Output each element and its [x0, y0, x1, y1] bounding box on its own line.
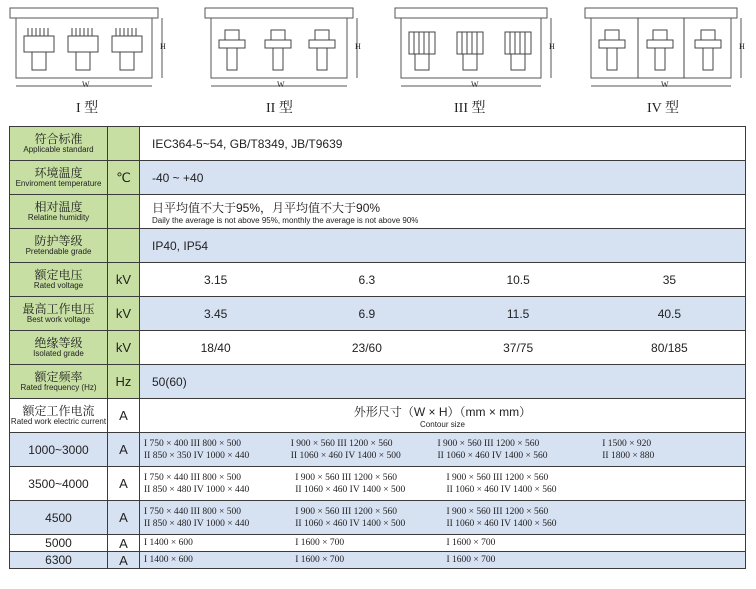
rated-voltage-unit: kV — [108, 263, 140, 297]
row-current-1000-3000 — [10, 433, 746, 467]
width-dim-label: W — [471, 80, 479, 89]
row-rated-voltage — [10, 263, 746, 297]
dim-line: II 1060 × 460 IV 1400 × 560 — [437, 450, 548, 461]
row-standard — [10, 127, 746, 161]
dim-line: I 750 × 440 III 800 × 500 — [144, 472, 241, 483]
dim-line: II 1060 × 460 IV 1400 × 500 — [295, 484, 406, 495]
dim-col — [594, 506, 745, 530]
figure-label-type-3: III 型 — [454, 101, 486, 116]
current-en: Rated work electric current — [10, 416, 107, 426]
insulation-cn: 绝缘等级 — [34, 336, 83, 350]
row-current-5000 — [10, 535, 746, 552]
dim-line: I 900 × 560 III 1200 × 560 — [295, 506, 397, 517]
width-dim-label: W — [82, 80, 90, 89]
standard-en: Applicable standard — [23, 144, 94, 154]
figure-type-3 — [393, 6, 558, 96]
row-current-header — [10, 399, 746, 433]
current-row-unit: A — [108, 467, 140, 501]
humidity-value-en: Daily the average is not above 95%, monthly the average is not above 90% — [152, 215, 419, 225]
dim-col — [291, 472, 442, 496]
dim-col — [140, 506, 291, 530]
humidity-value-cn: 日平均值不大于95%，月平均值不大于90% — [152, 200, 381, 215]
insulation-en: Isolated grade — [33, 348, 84, 358]
insulation-value: 80/185 — [651, 340, 688, 355]
dim-col — [291, 506, 442, 530]
humidity-en: Relatine humidity — [27, 212, 90, 222]
row-frequency — [10, 365, 746, 399]
standard-cn: 符合标准 — [34, 132, 83, 146]
dim-line: I 1500 × 920 — [602, 438, 652, 449]
best-voltage-cn: 最高工作电压 — [22, 302, 95, 316]
rated-voltage-en: Rated voltage — [33, 280, 84, 290]
dim-col — [140, 537, 291, 549]
rated-voltage-value: 35 — [662, 272, 677, 287]
best-voltage-unit: kV — [108, 297, 140, 331]
protection-en: Pretendable grade — [25, 246, 92, 256]
frequency-en: Rated frequency (Hz) — [20, 382, 97, 392]
height-dim-label: H — [355, 42, 361, 51]
row-current-4500 — [10, 501, 746, 535]
figure-type-1 — [8, 6, 168, 96]
temp-en: Enviroment temperature — [15, 178, 102, 188]
dim-line: I 900 × 560 III 1200 × 560 — [295, 472, 397, 483]
figure-label-type-4: IV 型 — [647, 101, 680, 116]
dim-col — [434, 438, 581, 462]
temp-unit: ℃ — [108, 161, 140, 195]
insulation-unit: kV — [108, 331, 140, 365]
height-dim-label: H — [160, 42, 166, 51]
dim-col — [140, 554, 291, 566]
figure-label-type-1: I 型 — [76, 101, 99, 116]
dim-line: I 1600 × 700 — [446, 538, 496, 548]
insulation-value: 23/60 — [351, 340, 382, 355]
protection-cn: 防护等级 — [34, 234, 83, 248]
current-cn: 额定工作电流 — [22, 404, 95, 418]
row-insulation — [10, 331, 746, 365]
dim-line: II 850 × 350 IV 1000 × 440 — [144, 450, 250, 461]
dim-line: II 1060 × 460 IV 1400 × 500 — [290, 450, 401, 461]
dim-line: I 900 × 560 III 1200 × 560 — [446, 506, 549, 517]
rated-voltage-value: 6.3 — [358, 272, 376, 287]
current-row-unit: A — [108, 501, 140, 535]
height-dim-label: H — [739, 42, 745, 51]
dim-line: II 1060 × 460 IV 1400 × 560 — [446, 518, 557, 529]
best-voltage-en: Best work voltage — [26, 314, 91, 324]
row-best-voltage — [10, 297, 746, 331]
protection-value: IP40, IP54 — [140, 229, 746, 263]
dim-line: I 1400 × 600 — [144, 555, 193, 565]
dim-line: I 1600 × 700 — [295, 555, 345, 565]
dim-line: II 850 × 480 IV 1000 × 440 — [144, 484, 250, 495]
dim-col — [443, 554, 594, 566]
current-label: 5000 — [10, 535, 108, 552]
best-voltage-value: 3.45 — [203, 306, 228, 321]
dim-line: I 750 × 440 III 800 × 500 — [144, 506, 241, 517]
figure-type-4 — [583, 6, 748, 96]
temp-value: -40 ~ +40 — [140, 161, 746, 195]
width-dim-label: W — [661, 80, 669, 89]
frequency-value: 50(60) — [140, 365, 746, 399]
contour-size-en: Contour size — [420, 419, 465, 429]
row-temperature — [10, 161, 746, 195]
figure-label-type-2: II 型 — [266, 101, 293, 116]
insulation-value: 37/75 — [503, 340, 534, 355]
current-row-unit: A — [108, 433, 140, 467]
height-dim-label: H — [549, 42, 555, 51]
frequency-cn: 额定频率 — [34, 370, 83, 384]
dim-col — [594, 472, 745, 496]
dim-col — [443, 537, 594, 549]
best-voltage-value: 40.5 — [657, 306, 682, 321]
current-row-unit: A — [108, 535, 140, 552]
current-label: 4500 — [10, 501, 108, 535]
standard-value: IEC364-5~54, GB/T8349, JB/T9639 — [140, 127, 746, 161]
spec-table — [9, 126, 746, 569]
protection-unit — [108, 229, 140, 263]
current-label: 1000~3000 — [10, 433, 108, 467]
dim-col — [580, 438, 745, 462]
rated-voltage-cn: 额定电压 — [34, 268, 83, 282]
contour-size-cn: 外形尺寸（W × H）（mm × mm） — [353, 404, 532, 419]
current-label: 3500~4000 — [10, 467, 108, 501]
humidity-unit — [108, 195, 140, 229]
row-humidity — [10, 195, 746, 229]
best-voltage-value: 6.9 — [358, 306, 376, 321]
dim-line: I 900 × 560 III 1200 × 560 — [437, 438, 540, 449]
best-voltage-value: 11.5 — [506, 306, 530, 321]
width-dim-label: W — [277, 80, 285, 89]
rated-voltage-value: 3.15 — [203, 272, 228, 287]
figure-type-2 — [203, 6, 363, 96]
dim-line: I 1600 × 700 — [446, 555, 496, 565]
dim-col — [291, 554, 442, 566]
dim-line: I 900 × 560 III 1200 × 560 — [290, 438, 393, 449]
dim-col — [140, 438, 287, 462]
dim-line: II 1060 × 460 IV 1400 × 560 — [446, 484, 557, 495]
row-protection — [10, 229, 746, 263]
dim-line: I 1600 × 700 — [295, 538, 345, 548]
dim-col — [443, 472, 594, 496]
temp-cn: 环境温度 — [34, 166, 83, 180]
dim-col — [140, 472, 291, 496]
rated-voltage-value: 10.5 — [506, 272, 530, 287]
dim-col — [291, 537, 442, 549]
dim-col — [443, 506, 594, 530]
humidity-cn: 相对温度 — [34, 200, 83, 214]
dim-col — [594, 537, 745, 549]
standard-unit — [108, 127, 140, 161]
dim-line: I 900 × 560 III 1200 × 560 — [446, 472, 549, 483]
insulation-value: 18/40 — [200, 340, 231, 355]
dim-line: II 850 × 480 IV 1000 × 440 — [144, 518, 250, 529]
frequency-unit: Hz — [108, 365, 140, 399]
dim-line: I 750 × 400 III 800 × 500 — [144, 438, 241, 449]
figures-strip — [0, 0, 756, 125]
current-unit: A — [108, 399, 140, 433]
dim-line: I 1400 × 600 — [144, 538, 193, 548]
current-row-unit: A — [108, 552, 140, 569]
dim-line: II 1060 × 460 IV 1400 × 500 — [295, 518, 406, 529]
current-label: 6300 — [10, 552, 108, 569]
dim-line: II 1800 × 880 — [602, 450, 655, 461]
dim-col — [287, 438, 434, 462]
dim-col — [594, 554, 745, 566]
row-current-6300 — [10, 552, 746, 569]
row-current-3500-4000 — [10, 467, 746, 501]
